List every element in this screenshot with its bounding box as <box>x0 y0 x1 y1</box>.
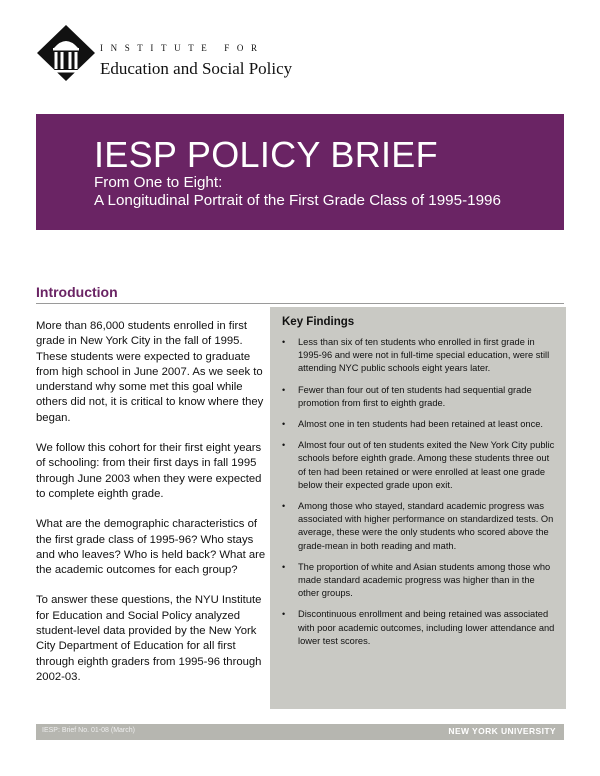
introduction-text <box>36 319 266 700</box>
footer-bar <box>36 724 564 740</box>
bullet-icon: • <box>282 561 286 572</box>
institute-for-label: INSTITUTE FOR <box>100 43 265 53</box>
finding-item <box>282 418 556 431</box>
title-banner <box>36 114 564 230</box>
university-name: NEW YORK UNIVERSITY <box>448 726 556 736</box>
finding-item <box>282 439 556 492</box>
institute-logo-icon <box>36 24 96 82</box>
section-heading: Introduction <box>36 284 118 300</box>
finding-item <box>282 336 556 376</box>
finding-item <box>282 561 556 601</box>
key-findings-box <box>270 307 566 709</box>
finding-text: Almost four out of ten students exited the New York City public schools before eighth grade. Among these students three out of ten had been retained or were enrolled at least one grade below their expected grade upon exit. <box>298 440 555 490</box>
brief-number: IESP: Brief No. 01-08 (March) <box>42 727 135 734</box>
bullet-icon: • <box>282 440 286 451</box>
institute-name: Education and Social Policy <box>100 59 293 78</box>
bullet-icon: • <box>282 419 286 430</box>
subtitle-line-1: From One to Eight: <box>94 174 223 191</box>
bullet-icon: • <box>282 501 286 512</box>
key-findings-title: Key Findings <box>282 316 355 328</box>
intro-paragraph: To answer these questions, the NYU Institute for Education and Social Policy analyzed student-level data provided by the New York City Department of Education for all first through eighth graders from 1995-96 through 2002-03. <box>36 594 262 683</box>
finding-text: Discontinuous enrollment and being retained was associated with poor academic outcomes, including lower attendance and lower test scores. <box>298 609 555 646</box>
brief-title: IESP POLICY BRIEF <box>94 134 438 175</box>
finding-text: The proportion of white and Asian students among those who made standard academic progress was higher than in the other groups. <box>298 561 551 599</box>
intro-paragraph: We follow this cohort for their first eight years of schooling: from their first days in fall 1995 through June 2003 when they were expected to complete eighth grade. <box>36 442 262 500</box>
finding-text: Fewer than four out of ten students had sequential grade promotion from first to eighth grade. <box>298 384 532 408</box>
subtitle-line-2: A Longitudinal Portrait of the First Grade Class of 1995-1996 <box>94 192 501 209</box>
bullet-icon: • <box>282 384 286 395</box>
finding-item <box>282 384 556 410</box>
intro-paragraph: More than 86,000 students enrolled in first grade in New York City in the fall of 1995. These students were expected to graduate from high school in June 2007. As we seek to understand why some met this goal while others did not, it is critical to know where they began. <box>36 320 264 424</box>
finding-text: Almost one in ten students had been retained at least once. <box>298 419 543 430</box>
finding-text: Among those who stayed, standard academic progress was associated with higher performance on standardized tests. On average, these were the only students who scored above the grade-mean in both reading and math. <box>298 501 554 551</box>
finding-text: Less than six of ten students who enrolled in first grade in 1995-96 and were not in full-time special education, were still attending NYC public schools eight years later. <box>298 337 550 374</box>
intro-paragraph: What are the demographic characteristics of the first grade class of 1995-96? Who stays and who leaves? Who is held back? What are the academic outcomes for each group? <box>36 518 266 577</box>
brief-subtitle <box>94 174 501 210</box>
bullet-icon: • <box>282 337 286 347</box>
key-findings-list <box>282 336 556 648</box>
section-divider <box>36 303 564 304</box>
finding-item <box>282 608 556 648</box>
finding-item <box>282 500 556 553</box>
bullet-icon: • <box>282 609 286 620</box>
